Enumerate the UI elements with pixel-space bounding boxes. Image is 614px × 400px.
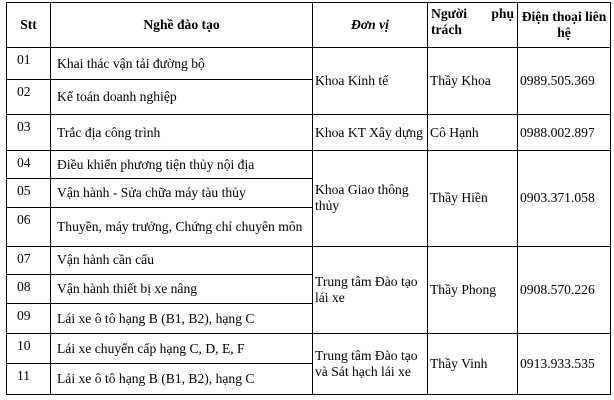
row-nghe: Lái xe chuyển cấp hạng C, D, E, F bbox=[51, 334, 313, 364]
group-dienthoai: 0908.570.226 bbox=[518, 246, 611, 333]
group-dienthoai: 0989.505.369 bbox=[518, 48, 611, 115]
group-nguoi: Thầy Phong bbox=[428, 246, 518, 333]
row-stt: 10 bbox=[7, 334, 51, 364]
group-nguoi: Cô Hạnh bbox=[428, 115, 518, 151]
header-row bbox=[7, 3, 611, 48]
header-nghe: Nghề đào tạo bbox=[51, 3, 313, 48]
row-stt: 02 bbox=[7, 80, 51, 115]
row-stt: 04 bbox=[7, 151, 51, 179]
row-nghe: Thuyền, máy trưởng, Chứng chỉ chuyên môn bbox=[51, 207, 313, 246]
row-nghe: Vận hành - Sửa chữa máy tàu thủy bbox=[51, 178, 313, 207]
row-nghe: Trắc địa công trình bbox=[51, 115, 313, 151]
row-stt: 01 bbox=[7, 48, 51, 80]
group-dienthoai: 0913.933.535 bbox=[518, 334, 611, 395]
group-donvi: Trung tâm Đào tạo lái xe bbox=[313, 246, 428, 333]
group-donvi: Trung tâm Đào tạo và Sát hạch lái xe bbox=[313, 334, 428, 395]
table-row bbox=[7, 334, 611, 364]
row-stt: 09 bbox=[7, 304, 51, 334]
row-nghe: Vận hành thiết bị xe nâng bbox=[51, 274, 313, 304]
row-nghe: Lái xe ô tô hạng B (B1, B2), hạng C bbox=[51, 364, 313, 395]
row-nghe: Kế toán doanh nghiệp bbox=[51, 80, 313, 115]
table-row bbox=[7, 48, 611, 80]
group-donvi: Khoa KT Xây dựng bbox=[313, 115, 428, 151]
row-stt: 03 bbox=[7, 115, 51, 151]
row-nghe: Khai thác vận tải đường bộ bbox=[51, 48, 313, 80]
row-nghe: Điều khiển phương tiện thủy nội địa bbox=[51, 151, 313, 179]
group-nguoi: Thầy Hiền bbox=[428, 151, 518, 247]
table-row bbox=[7, 115, 611, 151]
group-dienthoai: 0988.002.897 bbox=[518, 115, 611, 151]
group-dienthoai: 0903.371.058 bbox=[518, 151, 611, 247]
row-stt: 05 bbox=[7, 178, 51, 207]
header-stt: Stt bbox=[7, 3, 51, 48]
header-dienthoai: Điện thoại liên hệ bbox=[518, 3, 611, 48]
row-nghe: Vận hành cần cẩu bbox=[51, 246, 313, 274]
header-nguoi: Người phụ trách bbox=[428, 3, 518, 48]
row-stt: 08 bbox=[7, 274, 51, 304]
row-stt: 11 bbox=[7, 364, 51, 395]
header-donvi: Đơn vị bbox=[313, 3, 428, 48]
training-table bbox=[6, 2, 611, 395]
table-row bbox=[7, 151, 611, 179]
group-nguoi: Thầy Khoa bbox=[428, 48, 518, 115]
row-stt: 07 bbox=[7, 246, 51, 274]
row-nghe: Lái xe ô tô hạng B (B1, B2), hạng C bbox=[51, 304, 313, 334]
group-donvi: Khoa Kinh tế bbox=[313, 48, 428, 115]
row-stt: 06 bbox=[7, 207, 51, 246]
table-row bbox=[7, 246, 611, 274]
group-nguoi: Thầy Vinh bbox=[428, 334, 518, 395]
group-donvi: Khoa Giao thông thủy bbox=[313, 151, 428, 247]
